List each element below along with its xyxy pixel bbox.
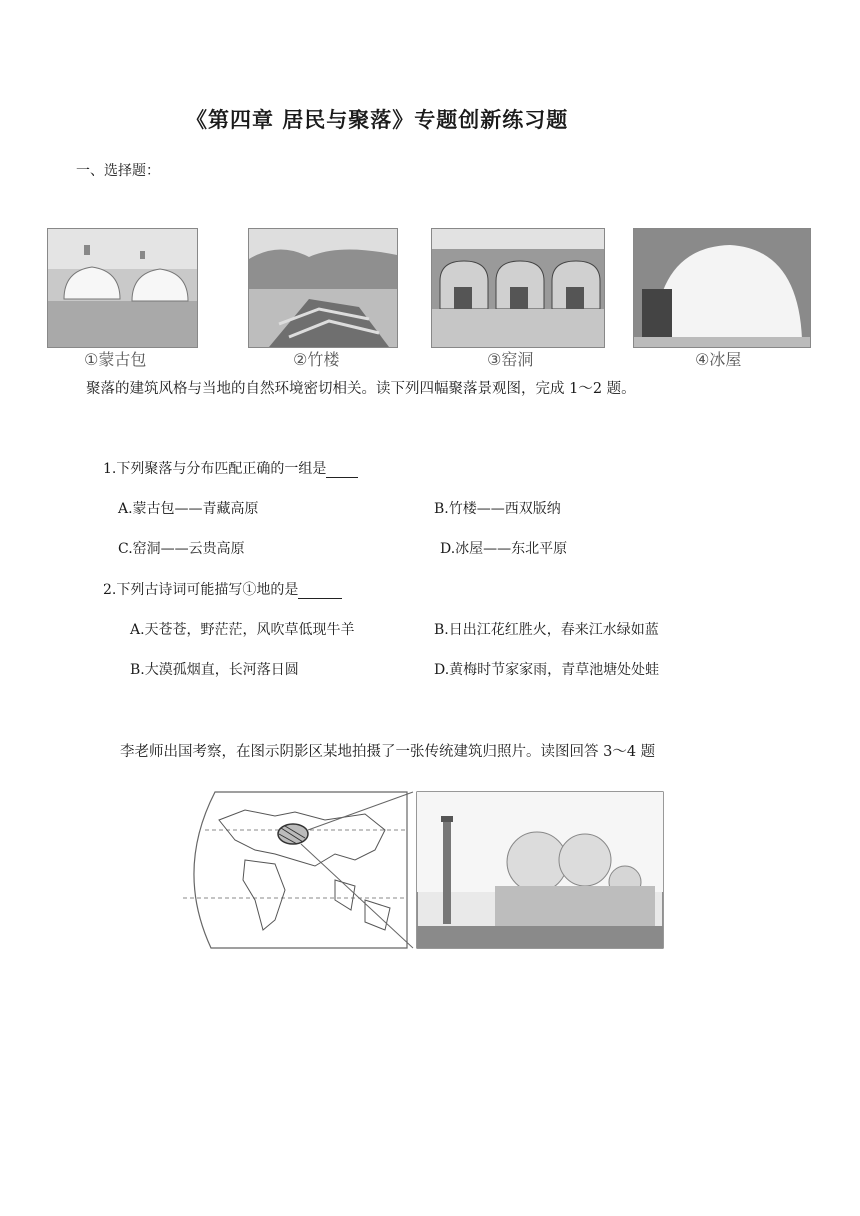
answer-blank[interactable] <box>326 461 358 478</box>
world-map-figure <box>175 790 665 950</box>
photo-caption-1: ①蒙古包 <box>84 350 147 369</box>
photo-caption-3: ③窑洞 <box>487 350 534 369</box>
q2-option-b: B.日出江花红胜火，春来江水绿如蓝 <box>434 622 659 638</box>
question-2 <box>103 579 342 599</box>
bamboo-house-photo <box>248 228 398 348</box>
page-title: 《第四章 居民与聚落》专题创新练习题 <box>186 108 569 132</box>
q2-option-d: D.黄梅时节家家雨，青草池塘处处蛙 <box>434 662 660 678</box>
q1-option-a: A.蒙古包——青藏高原 <box>118 501 259 517</box>
answer-blank[interactable] <box>298 582 342 599</box>
intro-text-2: 李老师出国考察，在图示阴影区某地拍摄了一张传统建筑归照片。读图回答 3～4 题 <box>120 744 656 760</box>
yurt-photo <box>47 228 198 348</box>
cave-dwelling-photo <box>431 228 605 348</box>
photo-caption-2: ②竹楼 <box>293 350 340 369</box>
section-heading: 一、选择题： <box>76 163 160 179</box>
q1-option-c: C.窑洞——云贵高原 <box>118 541 245 557</box>
question-1-stem: 1.下列聚落与分布匹配正确的一组是 <box>103 461 327 477</box>
intro-text: 聚落的建筑风格与当地的自然环境密切相关。读下列四幅聚落景观图，完成 1～2 题。 <box>86 381 636 397</box>
q1-option-d: D.冰屋——东北平原 <box>440 541 568 557</box>
q2-option-c: B.大漠孤烟直，长河落日圆 <box>130 662 299 678</box>
question-1 <box>103 458 358 478</box>
photo-caption-4: ④冰屋 <box>695 350 742 369</box>
igloo-photo <box>633 228 811 348</box>
question-2-stem: 2.下列古诗词可能描写①地的是 <box>103 582 299 598</box>
map-and-mosque-figure <box>175 790 665 950</box>
q2-option-a: A.天苍苍，野茫茫，风吹草低现牛羊 <box>130 622 355 638</box>
q1-option-b: B.竹楼——西双版纳 <box>434 501 561 517</box>
